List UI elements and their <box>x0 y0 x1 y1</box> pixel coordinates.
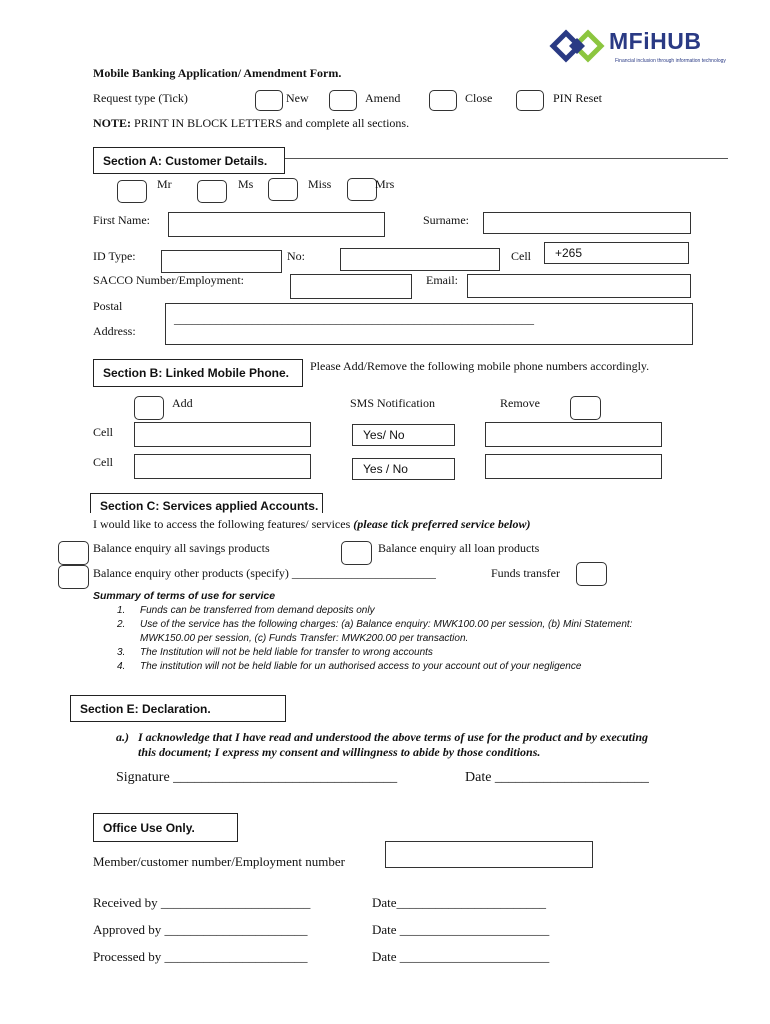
terms-item-2: Use of the service has the following charges: (a) Balance enquiry: MWK100.00 per session, (b) Mini Statement: <box>140 619 633 630</box>
terms-item-2-num: 2. <box>117 619 126 630</box>
address-line: ____________________________________________________________ <box>174 312 534 326</box>
terms-item-3-num: 3. <box>117 647 126 658</box>
section-c-intro-bold: (please tick preferred service below) <box>353 517 531 531</box>
sacco-label: SACCO Number/Employment: <box>93 273 244 287</box>
remove-cell-2-input[interactable] <box>485 454 662 479</box>
request-close-label: Close <box>465 91 493 105</box>
title-miss-checkbox[interactable] <box>268 178 298 201</box>
note <box>93 116 409 131</box>
note-bold: NOTE: <box>93 116 132 130</box>
request-amend-checkbox[interactable] <box>329 90 357 111</box>
section-c-title-text: Section C: Services applied Accounts. <box>100 499 319 513</box>
address-label: Address: <box>93 324 136 338</box>
logo-name: MFiHUB <box>609 28 702 54</box>
remove-label: Remove <box>500 396 540 410</box>
terms-item-4: The institution will not be held liable for un authorised access to your account out of your negligence <box>140 661 582 672</box>
terms-item-3: The Institution will not be held liable for transfer to wrong accounts <box>140 647 433 658</box>
signature-line[interactable]: Signature ________________________________ <box>116 770 398 785</box>
terms-item-1: Funds can be transferred from demand deposits only <box>140 605 375 616</box>
add-label: Add <box>172 396 193 410</box>
processed-date-line[interactable]: Date _______________________ <box>372 949 550 964</box>
balance-other-checkbox[interactable] <box>58 565 89 589</box>
funds-transfer-label: Funds transfer <box>491 566 560 580</box>
declaration-label: a.) <box>116 730 129 744</box>
received-by-line[interactable]: Received by _______________________ <box>93 895 311 910</box>
section-a-rule <box>285 158 728 159</box>
note-text: PRINT IN BLOCK LETTERS and complete all sections. <box>131 116 410 130</box>
cell-input[interactable]: +265 <box>544 242 689 264</box>
terms-item-1-num: 1. <box>117 605 126 616</box>
sms-notification-label: SMS Notification <box>350 396 436 410</box>
terms-item-2-cont: MWK150.00 per session, (c) Funds Transfer: MWK200.00 per transaction. <box>140 633 469 644</box>
title-mrs-label: Mrs <box>375 177 395 191</box>
id-no-label: No: <box>287 249 305 263</box>
cell-1-input[interactable] <box>134 422 311 447</box>
email-label: Email: <box>426 273 458 287</box>
request-new-label: New <box>286 91 309 105</box>
office-use-title: Office Use Only. <box>93 813 238 842</box>
section-e-title: Section E: Declaration. <box>70 695 286 722</box>
add-checkbox[interactable] <box>134 396 164 420</box>
id-type-label: ID Type: <box>93 249 136 263</box>
member-number-label: Member/customer number/Employment number <box>93 854 345 869</box>
id-type-input[interactable] <box>161 250 282 273</box>
section-b-instruction: Please Add/Remove the following mobile phone numbers accordingly. <box>310 359 650 373</box>
title-mr-label: Mr <box>157 177 172 191</box>
processed-by-line[interactable]: Processed by ______________________ <box>93 949 308 964</box>
sacco-input[interactable] <box>290 274 412 299</box>
approved-date-line[interactable]: Date _______________________ <box>372 922 550 937</box>
remove-checkbox[interactable] <box>570 396 601 420</box>
terms-item-4-num: 4. <box>117 661 126 672</box>
postal-address-input[interactable] <box>165 303 693 345</box>
request-new-checkbox[interactable] <box>255 90 283 111</box>
declaration-line-1: I acknowledge that I have read and understood the above terms of use for the product and by executing <box>138 730 648 744</box>
email-input[interactable] <box>467 274 691 298</box>
surname-label: Surname: <box>423 213 469 227</box>
form-title: Mobile Banking Application/ Amendment Form. <box>93 66 342 80</box>
balance-loan-checkbox[interactable] <box>341 541 372 565</box>
declaration-date-line[interactable]: Date ______________________ <box>465 770 649 785</box>
id-no-input[interactable] <box>340 248 500 271</box>
funds-transfer-checkbox[interactable] <box>576 562 607 586</box>
approved-by-line[interactable]: Approved by ______________________ <box>93 922 308 937</box>
title-ms-label: Ms <box>238 177 254 191</box>
balance-loan-label: Balance enquiry all loan products <box>378 541 540 555</box>
section-c-intro <box>93 517 531 532</box>
logo-tagline: Financial inclusion through information technology <box>615 58 726 64</box>
request-type-label: Request type (Tick) <box>93 91 188 105</box>
first-name-input[interactable] <box>168 212 385 237</box>
sms-1-field[interactable]: Yes/ No <box>352 424 455 446</box>
section-b-title: Section B: Linked Mobile Phone. <box>93 359 303 387</box>
title-mrs-checkbox[interactable] <box>347 178 377 201</box>
section-a-title: Section A: Customer Details. <box>93 147 285 174</box>
first-name-label: First Name: <box>93 213 150 227</box>
title-miss-label: Miss <box>308 177 332 191</box>
postal-label: Postal <box>93 299 123 313</box>
cell-label: Cell <box>511 249 531 263</box>
balance-savings-checkbox[interactable] <box>58 541 89 565</box>
request-pin-reset-checkbox[interactable] <box>516 90 544 111</box>
surname-input[interactable] <box>483 212 691 234</box>
logo-mark-icon <box>549 22 611 70</box>
section-c-intro-text: I would like to access the following features/ services <box>93 517 354 531</box>
section-c-title <box>90 493 323 513</box>
sms-2-field[interactable]: Yes / No <box>352 458 455 480</box>
balance-savings-label: Balance enquiry all savings products <box>93 541 270 555</box>
balance-other-label: Balance enquiry other products (specify) ________________________ <box>93 566 436 580</box>
title-ms-checkbox[interactable] <box>197 180 227 203</box>
request-amend-label: Amend <box>365 91 401 105</box>
request-close-checkbox[interactable] <box>429 90 457 111</box>
terms-heading: Summary of terms of use for service <box>93 590 276 602</box>
logo <box>549 22 729 72</box>
remove-cell-1-input[interactable] <box>485 422 662 447</box>
declaration-line-2: this document; I express my consent and willingness to abide by those conditions. <box>138 745 541 759</box>
member-number-input[interactable] <box>385 841 593 868</box>
received-date-line[interactable]: Date_______________________ <box>372 895 547 910</box>
cell-1-label: Cell <box>93 425 113 439</box>
cell-2-input[interactable] <box>134 454 311 479</box>
request-pin-reset-label: PIN Reset <box>553 91 602 105</box>
title-mr-checkbox[interactable] <box>117 180 147 203</box>
cell-2-label: Cell <box>93 455 113 469</box>
